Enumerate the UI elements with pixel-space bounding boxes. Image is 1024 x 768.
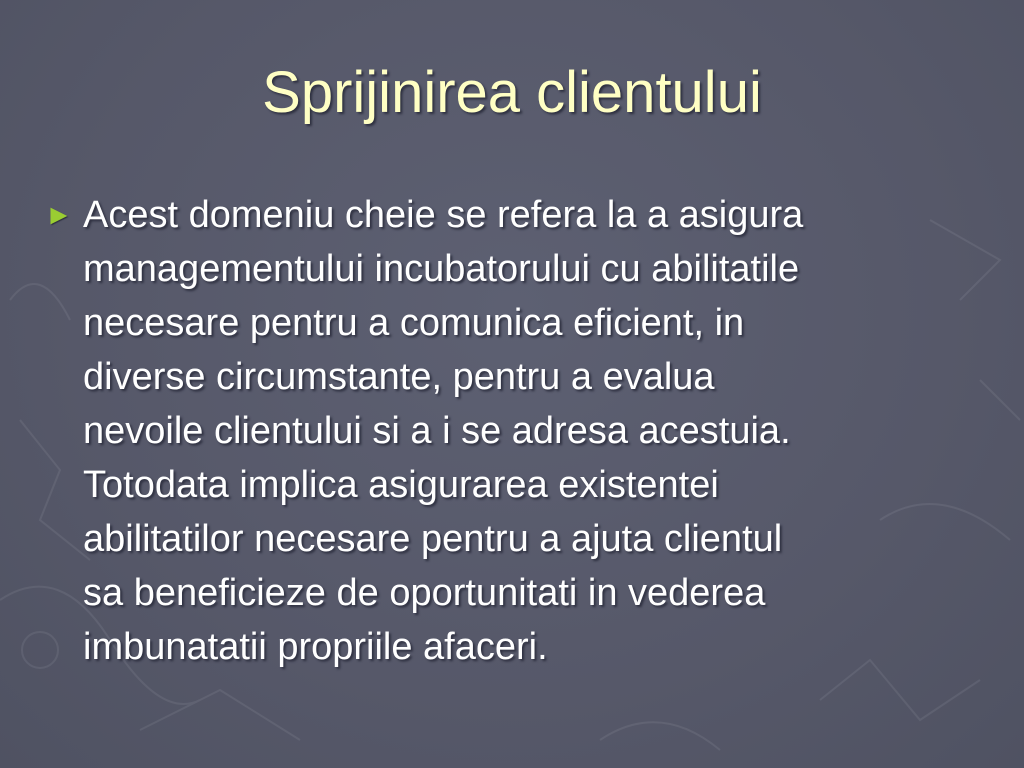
bullet-line: managementului incubatorului cu abilitatile [83,248,800,290]
bullet-line: abilitatilor necesare pentru a ajuta clientul [83,518,783,560]
bullet-line: diverse circumstante, pentru a evalua [83,356,715,398]
bullet-list [45,188,965,674]
bullet-line: imbunatatii propriile afaceri. [83,626,548,668]
bullet-line: Totodata implica asigurarea existentei [83,464,719,506]
triangle-bullet-icon: ► [45,199,73,230]
bullet-item-text [83,188,965,674]
bullet-line: sa beneficieze de oportunitati in vederea [83,572,766,614]
slide-title: Sprijinirea clientului [262,60,762,125]
bullet-line: necesare pentru a comunica eficient, in [83,302,745,344]
bullet-line: Acest domeniu cheie se refera la a asigura [83,194,804,236]
bullet-line: nevoile clientului si a i se adresa acestuia. [83,410,791,452]
